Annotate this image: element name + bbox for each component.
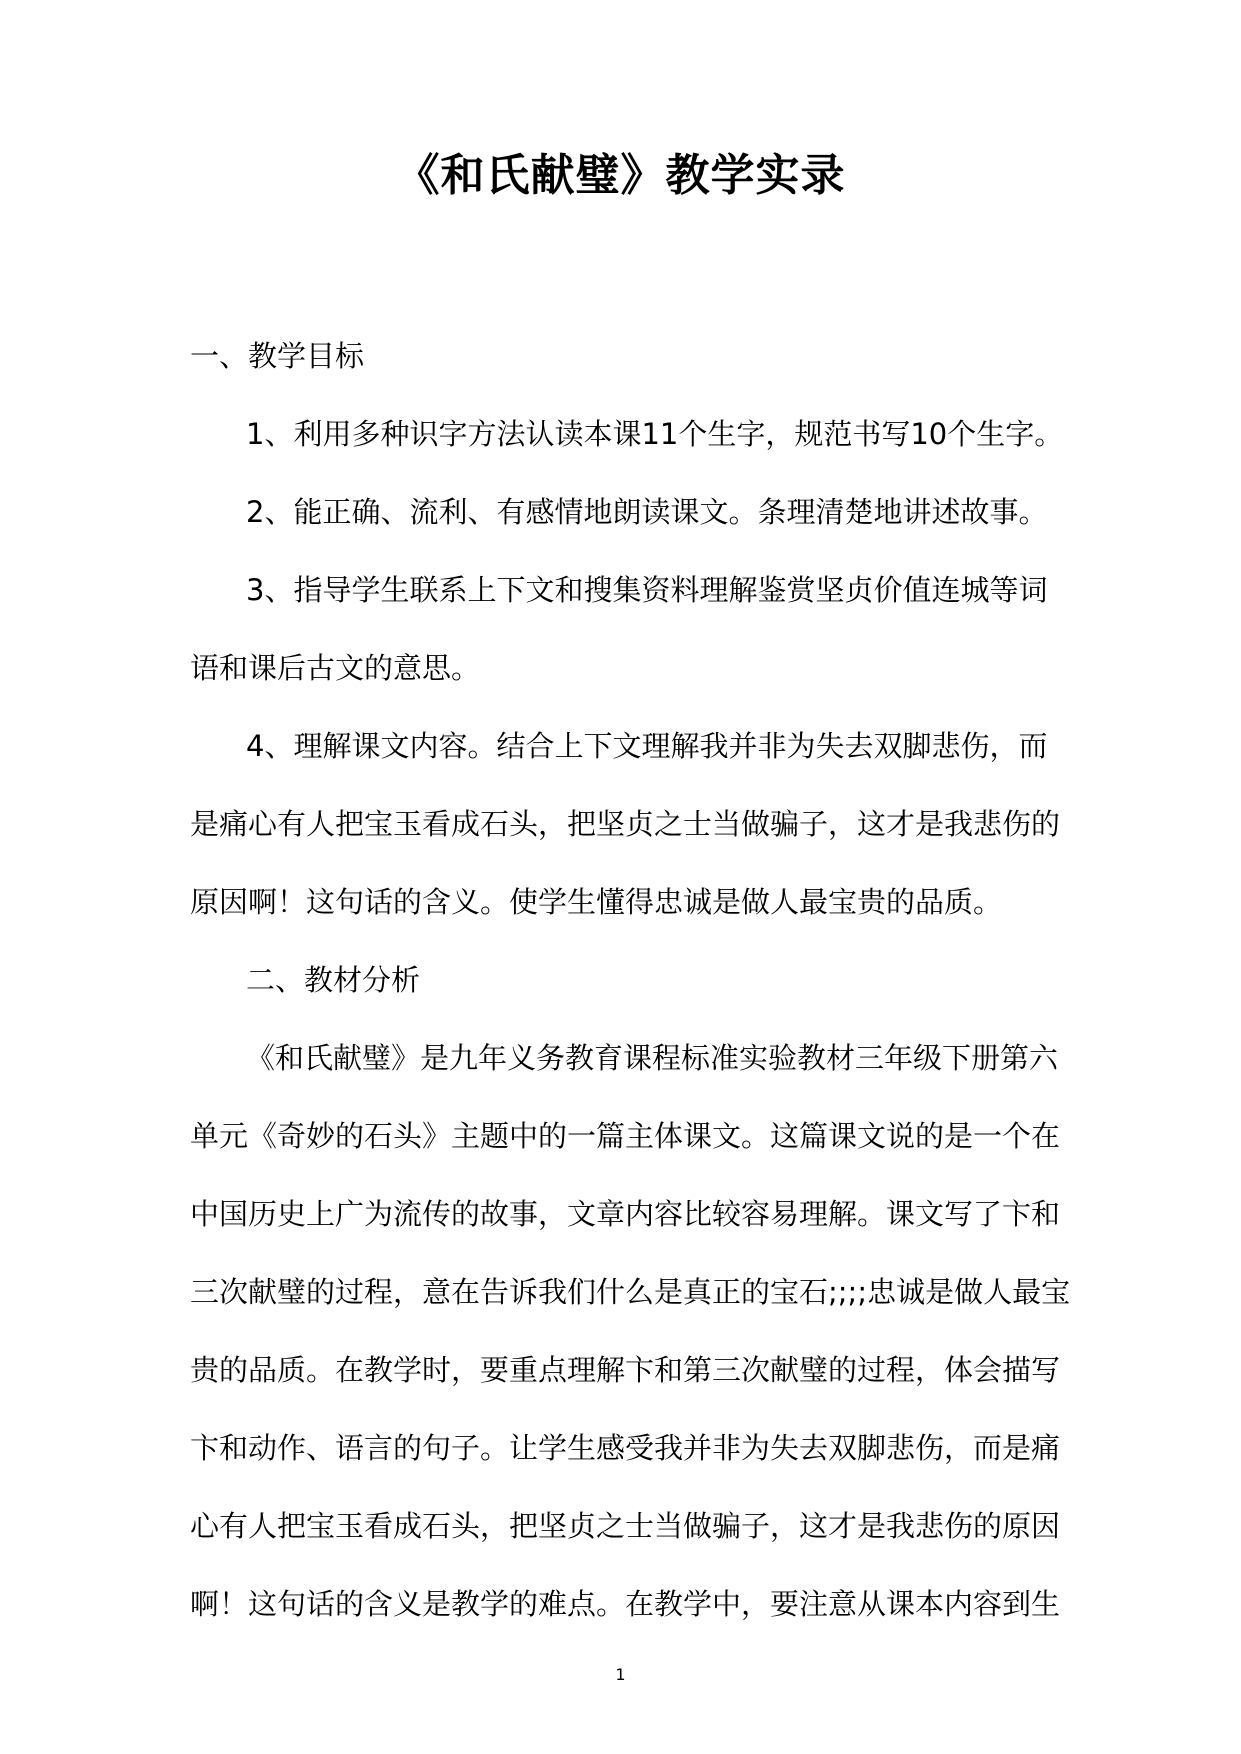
paragraph-line: 1、利用多种识字方法认读本课11个生字，规范书写10个生字。 (246, 417, 1064, 451)
paragraph-line: 原因啊！这句话的含义。使学生懂得忠诚是做人最宝贵的品质。 (190, 885, 1003, 919)
paragraph-line: 2、能正确、流利、有感情地朗读课文。条理清楚地讲述故事。 (246, 495, 1048, 529)
paragraph-line: 贵的品质。在教学时，要重点理解卞和第三次献璧的过程，体会描写 (190, 1353, 1061, 1387)
paragraph-line: 三次献璧的过程，意在告诉我们什么是真正的宝石;;;;忠诚是做人最宝 (190, 1275, 1071, 1309)
section-heading-analysis: 二、教材分析 (246, 963, 421, 997)
paragraph-line: 单元《奇妙的石头》主题中的一篇主体课文。这篇课文说的是一个在 (190, 1119, 1061, 1153)
document-title: 《和氏献璧》教学实录 (395, 150, 846, 201)
section-heading-objectives: 一、教学目标 (190, 339, 365, 373)
paragraph-line: 《和氏献璧》是九年义务教育课程标准实验教材三年级下册第六 (246, 1041, 1059, 1075)
paragraph-line: 心有人把宝玉看成石头，把坚贞之士当做骗子，这才是我悲伤的原因 (190, 1509, 1061, 1543)
paragraph-line: 啊！这句话的含义是教学的难点。在教学中，要注意从课本内容到生 (190, 1587, 1061, 1621)
paragraph-line: 中国历史上广为流传的故事，文章内容比较容易理解。课文写了卞和 (190, 1197, 1061, 1231)
paragraph-line: 卞和动作、语言的句子。让学生感受我并非为失去双脚悲伤，而是痛 (190, 1431, 1061, 1465)
paragraph-line: 语和课后古文的意思。 (190, 651, 481, 685)
page-number: 1 (615, 1665, 626, 1684)
paragraph-line: 4、理解课文内容。结合上下文理解我并非为失去双脚悲伤，而 (246, 729, 1048, 763)
paragraph-line: 是痛心有人把宝玉看成石头，把坚贞之士当做骗子，这才是我悲伤的 (190, 807, 1061, 841)
paragraph-line: 3、指导学生联系上下文和搜集资料理解鉴赏坚贞价值连城等词 (246, 573, 1048, 607)
